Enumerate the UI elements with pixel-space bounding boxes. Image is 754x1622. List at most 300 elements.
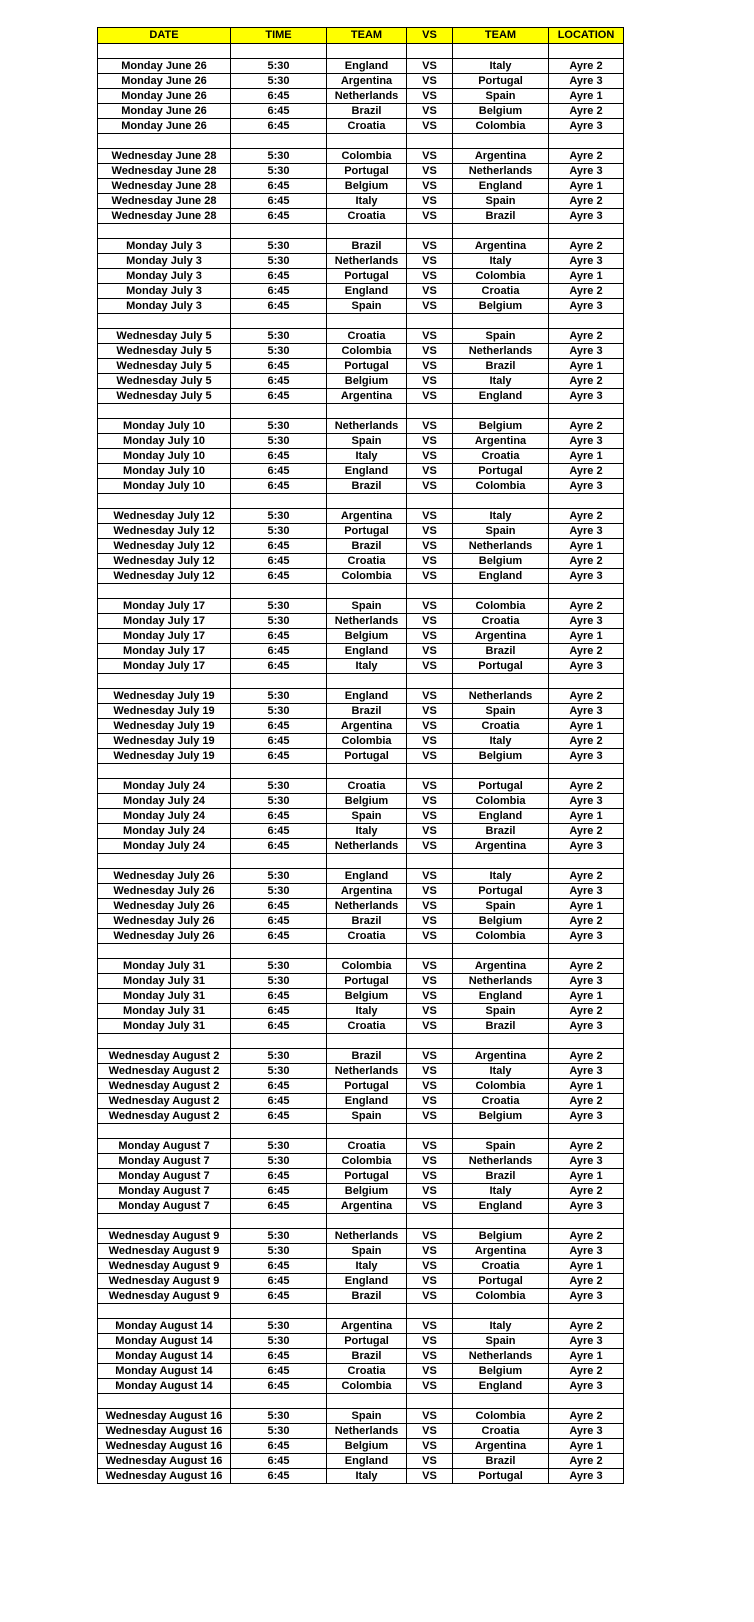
game-time: 6:45 [231, 449, 327, 464]
game-time: 6:45 [231, 749, 327, 764]
game-location: Ayre 1 [549, 1259, 624, 1274]
spacer-cell [549, 944, 624, 959]
game-row [98, 1424, 624, 1439]
spacer-row [98, 134, 624, 149]
vs-label: VS [407, 74, 453, 89]
vs-label: VS [407, 1049, 453, 1064]
away-team: Brazil [453, 359, 549, 374]
away-team: Belgium [453, 1229, 549, 1244]
game-row [98, 194, 624, 209]
away-team: Portugal [453, 74, 549, 89]
game-date: Monday July 17 [98, 599, 231, 614]
spacer-cell [98, 494, 231, 509]
away-team: Belgium [453, 104, 549, 119]
home-team: Portugal [327, 749, 407, 764]
game-location: Ayre 1 [549, 719, 624, 734]
game-date: Monday June 26 [98, 104, 231, 119]
vs-label: VS [407, 194, 453, 209]
game-date: Wednesday August 2 [98, 1049, 231, 1064]
home-team: Colombia [327, 734, 407, 749]
home-team: Argentina [327, 1319, 407, 1334]
game-time: 6:45 [231, 569, 327, 584]
game-time: 5:30 [231, 1334, 327, 1349]
game-row [98, 1319, 624, 1334]
game-location: Ayre 3 [549, 749, 624, 764]
home-team: Spain [327, 1109, 407, 1124]
vs-label: VS [407, 749, 453, 764]
home-team: Portugal [327, 1079, 407, 1094]
away-team: Italy [453, 509, 549, 524]
away-team: Colombia [453, 1409, 549, 1424]
spacer-cell [407, 674, 453, 689]
game-date: Wednesday July 5 [98, 329, 231, 344]
game-location: Ayre 3 [549, 1064, 624, 1079]
spacer-cell [98, 314, 231, 329]
away-team: Brazil [453, 209, 549, 224]
header-team-away: TEAM [453, 28, 549, 44]
spacer-cell [453, 404, 549, 419]
game-date: Wednesday June 28 [98, 179, 231, 194]
game-date: Wednesday July 12 [98, 554, 231, 569]
vs-label: VS [407, 704, 453, 719]
game-date: Wednesday August 2 [98, 1079, 231, 1094]
vs-label: VS [407, 1064, 453, 1079]
game-time: 6:45 [231, 1364, 327, 1379]
away-team: Belgium [453, 299, 549, 314]
game-date: Wednesday July 19 [98, 719, 231, 734]
home-team: Argentina [327, 509, 407, 524]
spacer-cell [549, 224, 624, 239]
spacer-cell [231, 1394, 327, 1409]
schedule-header [98, 28, 624, 44]
game-row [98, 209, 624, 224]
game-date: Wednesday August 9 [98, 1244, 231, 1259]
game-time: 6:45 [231, 989, 327, 1004]
away-team: England [453, 989, 549, 1004]
home-team: Italy [327, 1469, 407, 1484]
game-date: Monday July 3 [98, 239, 231, 254]
game-location: Ayre 2 [549, 104, 624, 119]
home-team: Netherlands [327, 614, 407, 629]
game-date: Monday August 7 [98, 1169, 231, 1184]
game-time: 6:45 [231, 89, 327, 104]
game-location: Ayre 2 [549, 1454, 624, 1469]
game-location: Ayre 1 [549, 179, 624, 194]
spacer-cell [98, 404, 231, 419]
spacer-cell [549, 1034, 624, 1049]
vs-label: VS [407, 1019, 453, 1034]
away-team: Portugal [453, 659, 549, 674]
spacer-row [98, 764, 624, 779]
game-location: Ayre 3 [549, 1244, 624, 1259]
game-location: Ayre 1 [549, 899, 624, 914]
game-date: Wednesday August 2 [98, 1109, 231, 1124]
game-date: Monday August 14 [98, 1319, 231, 1334]
game-time: 6:45 [231, 1019, 327, 1034]
away-team: Netherlands [453, 164, 549, 179]
home-team: Italy [327, 1259, 407, 1274]
game-row [98, 704, 624, 719]
game-time: 6:45 [231, 719, 327, 734]
game-time: 6:45 [231, 284, 327, 299]
game-location: Ayre 3 [549, 659, 624, 674]
vs-label: VS [407, 254, 453, 269]
vs-label: VS [407, 1184, 453, 1199]
game-row [98, 59, 624, 74]
vs-label: VS [407, 59, 453, 74]
spacer-cell [407, 1394, 453, 1409]
header-vs: VS [407, 28, 453, 44]
game-row [98, 239, 624, 254]
header-time: TIME [231, 28, 327, 44]
vs-label: VS [407, 1109, 453, 1124]
away-team: Italy [453, 254, 549, 269]
game-location: Ayre 2 [549, 1274, 624, 1289]
game-date: Wednesday July 5 [98, 359, 231, 374]
game-date: Wednesday June 28 [98, 194, 231, 209]
away-team: Colombia [453, 929, 549, 944]
game-date: Wednesday August 2 [98, 1064, 231, 1079]
away-team: Brazil [453, 1454, 549, 1469]
game-date: Monday July 10 [98, 464, 231, 479]
game-date: Monday July 24 [98, 794, 231, 809]
game-location: Ayre 2 [549, 464, 624, 479]
spacer-cell [453, 1304, 549, 1319]
spacer-cell [327, 224, 407, 239]
spacer-cell [231, 314, 327, 329]
header-location: LOCATION [549, 28, 624, 44]
game-location: Ayre 3 [549, 524, 624, 539]
vs-label: VS [407, 1379, 453, 1394]
game-location: Ayre 1 [549, 629, 624, 644]
game-location: Ayre 2 [549, 689, 624, 704]
vs-label: VS [407, 89, 453, 104]
game-location: Ayre 3 [549, 1469, 624, 1484]
game-location: Ayre 3 [549, 929, 624, 944]
vs-label: VS [407, 869, 453, 884]
away-team: Spain [453, 1004, 549, 1019]
away-team: Spain [453, 524, 549, 539]
home-team: Belgium [327, 629, 407, 644]
game-date: Monday August 14 [98, 1379, 231, 1394]
game-time: 5:30 [231, 599, 327, 614]
spacer-cell [327, 44, 407, 59]
game-time: 6:45 [231, 119, 327, 134]
game-location: Ayre 1 [549, 989, 624, 1004]
game-row [98, 1049, 624, 1064]
game-row [98, 689, 624, 704]
away-team: Spain [453, 1334, 549, 1349]
vs-label: VS [407, 524, 453, 539]
home-team: England [327, 1454, 407, 1469]
game-date: Wednesday July 5 [98, 344, 231, 359]
spacer-cell [327, 314, 407, 329]
game-time: 6:45 [231, 1379, 327, 1394]
home-team: Portugal [327, 524, 407, 539]
spacer-cell [453, 944, 549, 959]
away-team: Brazil [453, 824, 549, 839]
spacer-cell [98, 854, 231, 869]
away-team: Argentina [453, 434, 549, 449]
home-team: Spain [327, 299, 407, 314]
game-time: 6:45 [231, 1169, 327, 1184]
home-team: Colombia [327, 149, 407, 164]
home-team: Brazil [327, 539, 407, 554]
game-time: 6:45 [231, 1349, 327, 1364]
game-time: 5:30 [231, 779, 327, 794]
game-location: Ayre 2 [549, 959, 624, 974]
game-row [98, 1004, 624, 1019]
home-team: Italy [327, 1004, 407, 1019]
spacer-cell [327, 1124, 407, 1139]
spacer-cell [327, 404, 407, 419]
vs-label: VS [407, 284, 453, 299]
away-team: Netherlands [453, 689, 549, 704]
game-row [98, 1199, 624, 1214]
away-team: Croatia [453, 1094, 549, 1109]
game-time: 6:45 [231, 554, 327, 569]
game-date: Monday July 10 [98, 449, 231, 464]
game-location: Ayre 3 [549, 884, 624, 899]
vs-label: VS [407, 1139, 453, 1154]
game-date: Monday July 17 [98, 614, 231, 629]
game-location: Ayre 3 [549, 569, 624, 584]
game-row [98, 824, 624, 839]
away-team: Portugal [453, 1469, 549, 1484]
game-location: Ayre 3 [549, 254, 624, 269]
away-team: Netherlands [453, 344, 549, 359]
game-location: Ayre 2 [549, 419, 624, 434]
game-time: 5:30 [231, 434, 327, 449]
game-location: Ayre 1 [549, 1169, 624, 1184]
game-date: Monday July 17 [98, 659, 231, 674]
home-team: Portugal [327, 269, 407, 284]
spacer-cell [407, 764, 453, 779]
vs-label: VS [407, 329, 453, 344]
game-date: Wednesday August 16 [98, 1439, 231, 1454]
game-location: Ayre 3 [549, 1289, 624, 1304]
game-row [98, 269, 624, 284]
away-team: Croatia [453, 1424, 549, 1439]
game-date: Wednesday July 12 [98, 524, 231, 539]
game-row [98, 1469, 624, 1484]
game-date: Monday July 3 [98, 284, 231, 299]
game-row [98, 629, 624, 644]
home-team: England [327, 464, 407, 479]
game-time: 5:30 [231, 149, 327, 164]
spacer-cell [231, 674, 327, 689]
home-team: Portugal [327, 974, 407, 989]
away-team: Croatia [453, 284, 549, 299]
game-row [98, 1154, 624, 1169]
spacer-cell [98, 584, 231, 599]
game-row [98, 599, 624, 614]
spacer-row [98, 1124, 624, 1139]
home-team: Netherlands [327, 899, 407, 914]
vs-label: VS [407, 509, 453, 524]
game-date: Monday June 26 [98, 89, 231, 104]
game-location: Ayre 1 [549, 89, 624, 104]
game-date: Monday July 17 [98, 644, 231, 659]
vs-label: VS [407, 209, 453, 224]
spacer-cell [453, 494, 549, 509]
home-team: Netherlands [327, 89, 407, 104]
game-date: Monday June 26 [98, 59, 231, 74]
game-location: Ayre 1 [549, 1349, 624, 1364]
away-team: England [453, 1379, 549, 1394]
spacer-cell [231, 764, 327, 779]
game-row [98, 1439, 624, 1454]
vs-label: VS [407, 569, 453, 584]
vs-label: VS [407, 1079, 453, 1094]
game-time: 6:45 [231, 1259, 327, 1274]
away-team: Spain [453, 329, 549, 344]
game-row [98, 449, 624, 464]
game-row [98, 734, 624, 749]
away-team: Colombia [453, 479, 549, 494]
game-location: Ayre 3 [549, 344, 624, 359]
game-row [98, 1229, 624, 1244]
game-location: Ayre 2 [549, 1004, 624, 1019]
spacer-cell [98, 1124, 231, 1139]
vs-label: VS [407, 974, 453, 989]
spacer-cell [453, 764, 549, 779]
vs-label: VS [407, 164, 453, 179]
game-row [98, 869, 624, 884]
spacer-cell [327, 1394, 407, 1409]
game-row [98, 1259, 624, 1274]
game-row [98, 749, 624, 764]
away-team: Belgium [453, 914, 549, 929]
vs-label: VS [407, 1349, 453, 1364]
spacer-cell [407, 1214, 453, 1229]
game-time: 6:45 [231, 464, 327, 479]
away-team: England [453, 389, 549, 404]
spacer-row [98, 44, 624, 59]
spacer-cell [453, 314, 549, 329]
spacer-cell [453, 1214, 549, 1229]
game-row [98, 329, 624, 344]
game-location: Ayre 3 [549, 704, 624, 719]
away-team: Belgium [453, 749, 549, 764]
vs-label: VS [407, 689, 453, 704]
spacer-cell [98, 44, 231, 59]
spacer-cell [453, 224, 549, 239]
game-time: 5:30 [231, 1409, 327, 1424]
away-team: Italy [453, 1064, 549, 1079]
spacer-cell [407, 584, 453, 599]
spacer-cell [98, 1214, 231, 1229]
game-date: Wednesday August 9 [98, 1289, 231, 1304]
game-date: Monday July 24 [98, 809, 231, 824]
game-date: Monday July 3 [98, 254, 231, 269]
spacer-row [98, 584, 624, 599]
game-location: Ayre 3 [549, 614, 624, 629]
away-team: Brazil [453, 1019, 549, 1034]
away-team: Croatia [453, 1259, 549, 1274]
game-location: Ayre 2 [549, 1409, 624, 1424]
game-time: 5:30 [231, 1244, 327, 1259]
spacer-cell [453, 134, 549, 149]
game-row [98, 554, 624, 569]
home-team: Brazil [327, 239, 407, 254]
game-row [98, 254, 624, 269]
spacer-cell [549, 494, 624, 509]
game-date: Monday July 17 [98, 629, 231, 644]
game-location: Ayre 3 [549, 1019, 624, 1034]
game-location: Ayre 2 [549, 914, 624, 929]
game-time: 6:45 [231, 1469, 327, 1484]
home-team: Belgium [327, 374, 407, 389]
game-date: Monday July 31 [98, 1004, 231, 1019]
away-team: Spain [453, 899, 549, 914]
game-row [98, 74, 624, 89]
away-team: Italy [453, 869, 549, 884]
home-team: England [327, 869, 407, 884]
game-row [98, 434, 624, 449]
away-team: Belgium [453, 554, 549, 569]
game-time: 5:30 [231, 254, 327, 269]
spacer-cell [98, 674, 231, 689]
game-time: 6:45 [231, 374, 327, 389]
game-date: Monday August 7 [98, 1154, 231, 1169]
home-team: England [327, 689, 407, 704]
game-location: Ayre 2 [549, 779, 624, 794]
spacer-cell [231, 944, 327, 959]
home-team: Brazil [327, 1289, 407, 1304]
game-date: Wednesday July 19 [98, 749, 231, 764]
vs-label: VS [407, 1319, 453, 1334]
game-time: 6:45 [231, 1079, 327, 1094]
spacer-cell [407, 494, 453, 509]
home-team: Colombia [327, 1154, 407, 1169]
spacer-cell [98, 134, 231, 149]
game-time: 5:30 [231, 869, 327, 884]
game-date: Monday July 10 [98, 419, 231, 434]
game-row [98, 1139, 624, 1154]
game-time: 5:30 [231, 509, 327, 524]
game-date: Wednesday August 9 [98, 1259, 231, 1274]
home-team: Croatia [327, 1019, 407, 1034]
game-location: Ayre 3 [549, 299, 624, 314]
spacer-cell [407, 944, 453, 959]
game-row [98, 524, 624, 539]
game-row [98, 1169, 624, 1184]
game-row [98, 884, 624, 899]
vs-label: VS [407, 734, 453, 749]
away-team: Colombia [453, 119, 549, 134]
game-time: 6:45 [231, 194, 327, 209]
game-time: 6:45 [231, 299, 327, 314]
game-date: Wednesday July 12 [98, 509, 231, 524]
game-location: Ayre 2 [549, 194, 624, 209]
home-team: Colombia [327, 959, 407, 974]
vs-label: VS [407, 1424, 453, 1439]
vs-label: VS [407, 1259, 453, 1274]
game-date: Wednesday July 26 [98, 869, 231, 884]
vs-label: VS [407, 374, 453, 389]
game-date: Monday August 7 [98, 1184, 231, 1199]
game-time: 5:30 [231, 239, 327, 254]
game-time: 6:45 [231, 629, 327, 644]
away-team: Italy [453, 1184, 549, 1199]
spacer-cell [453, 1034, 549, 1049]
home-team: Netherlands [327, 254, 407, 269]
vs-label: VS [407, 389, 453, 404]
away-team: Netherlands [453, 1349, 549, 1364]
game-date: Monday August 7 [98, 1199, 231, 1214]
vs-label: VS [407, 1409, 453, 1424]
